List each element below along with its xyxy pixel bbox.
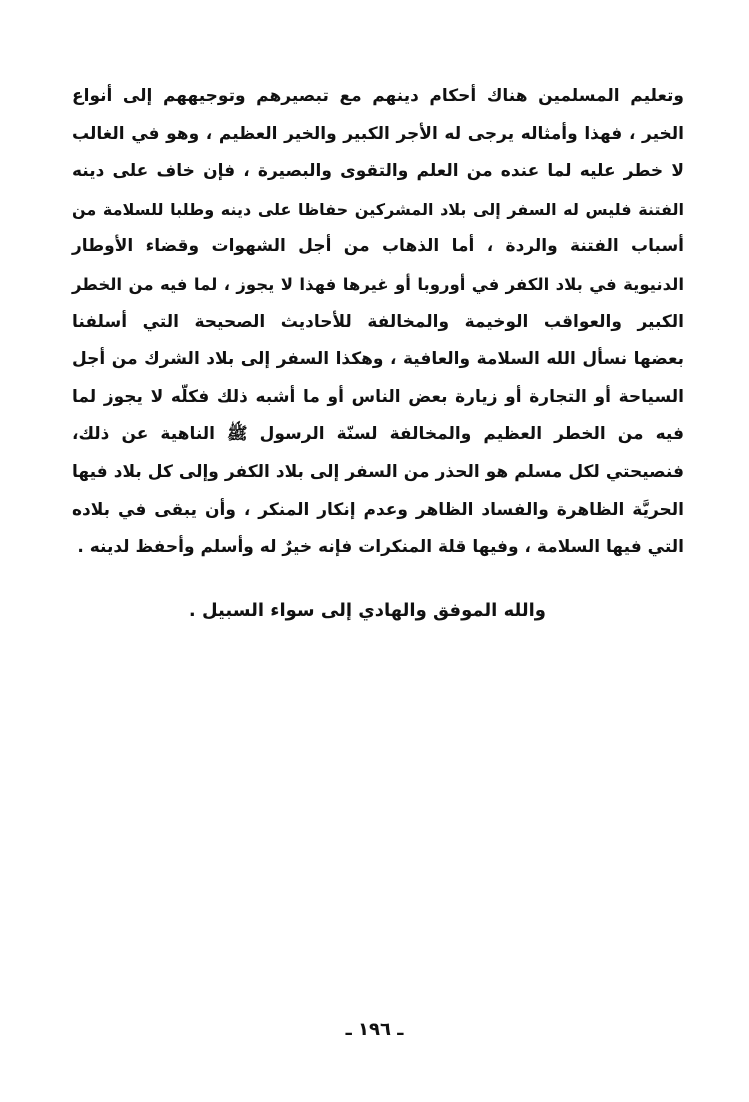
text-line: الكبير والعواقب الوخيمة والمخالفة للأحاديث الصحيحة التي أسلفنا — [72, 311, 684, 332]
text-line: الخير ، فهذا وأمثاله يرجى له الأجر الكبير والخير العظيم ، وهو في الغالب — [72, 123, 684, 144]
text-line: فنصيحتي لكل مسلم هو الحذر من السفر إلى بلاد الكفر وإلى كل بلاد فيها — [72, 461, 684, 482]
text-line: فيه من الخطر العظيم والمخالفة لسنّة الرسول ﷺ الناهية عن ذلك، — [72, 424, 684, 445]
body-paragraph — [72, 78, 684, 567]
text-line: الحريَّة الظاهرة والفساد الظاهر وعدم إنكار المنكر ، وأن يبقى في بلاده — [72, 499, 684, 520]
text-line: التي فيها السلامة ، وفيها قلة المنكرات فإنه خيرٌ له وأسلم وأحفظ لدينه . — [77, 537, 684, 558]
page-number: ـ ١٩٦ ـ — [345, 1019, 404, 1040]
text-line: لا خطر عليه لما عنده من العلم والتقوى والبصيرة ، فإن خاف على دينه — [72, 161, 684, 182]
closing-statement: والله الموفق والهادي إلى سواء السبيل . — [188, 600, 546, 621]
text-line: الدنيوية في بلاد الكفر في أوروبا أو غيرها فهذا لا يجوز ، لما فيه من الخطر — [72, 274, 684, 294]
text-line: الفتنة فليس له السفر إلى بلاد المشركين حفاظا على دينه وطلبا للسلامة من — [72, 199, 684, 219]
text-line: وتعليم المسلمين هناك أحكام دينهم مع تبصيرهم وتوجيههم إلى أنواع — [72, 86, 684, 106]
text-line: بعضها نسأل الله السلامة والعافية ، وهكذا السفر إلى بلاد الشرك من أجل — [72, 349, 684, 370]
text-line: أسباب الفتنة والردة ، أما الذهاب من أجل الشهوات وقضاء الأوطار — [72, 236, 684, 257]
text-line: السياحة أو التجارة أو زيارة بعض الناس أو ما أشبه ذلك فكلّه لا يجوز لما — [72, 386, 684, 407]
